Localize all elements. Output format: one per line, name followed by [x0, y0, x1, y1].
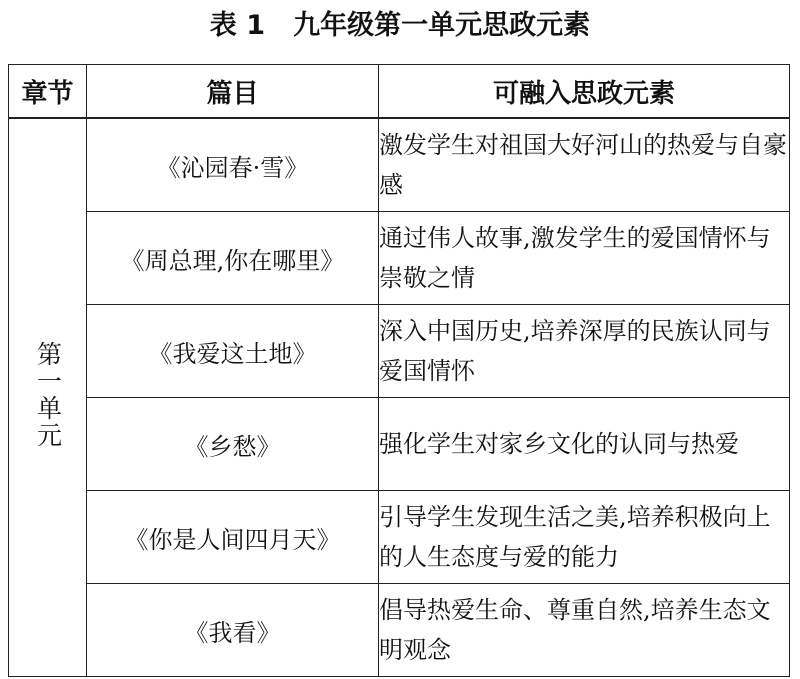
chapter-cell — [9, 118, 87, 677]
table-row — [9, 398, 790, 491]
title-cell: 《我爱这土地》 — [87, 305, 379, 398]
element-cell: 倡导热爱生命、尊重自然,培养生态文明观念 — [379, 584, 790, 677]
table-row — [9, 584, 790, 677]
table-caption: 表 1 九年级第一单元思政元素 — [209, 10, 591, 41]
header-title: 篇目 — [87, 65, 379, 119]
chapter-label: 第一单元 — [33, 340, 63, 449]
element-cell: 激发学生对祖国大好河山的热爱与自豪感 — [379, 118, 790, 212]
element-cell: 通过伟人故事,激发学生的爱国情怀与崇敬之情 — [379, 212, 790, 305]
table-row — [9, 118, 790, 212]
element-cell: 引导学生发现生活之美,培养积极向上的人生态度与爱的能力 — [379, 491, 790, 584]
title-cell: 《沁园春·雪》 — [87, 118, 379, 212]
element-cell: 强化学生对家乡文化的认同与热爱 — [379, 398, 790, 491]
table-row — [9, 491, 790, 584]
element-cell: 深入中国历史,培养深厚的民族认同与爱国情怀 — [379, 305, 790, 398]
header-elements: 可融入思政元素 — [379, 65, 790, 119]
ideology-elements-table — [8, 64, 790, 677]
table-header-row — [9, 65, 790, 119]
title-cell: 《我看》 — [87, 584, 379, 677]
title-cell: 《周总理,你在哪里》 — [87, 212, 379, 305]
table-row — [9, 305, 790, 398]
header-chapter: 章节 — [9, 65, 87, 119]
title-cell: 《你是人间四月天》 — [87, 491, 379, 584]
table-row — [9, 212, 790, 305]
title-cell: 《乡愁》 — [87, 398, 379, 491]
